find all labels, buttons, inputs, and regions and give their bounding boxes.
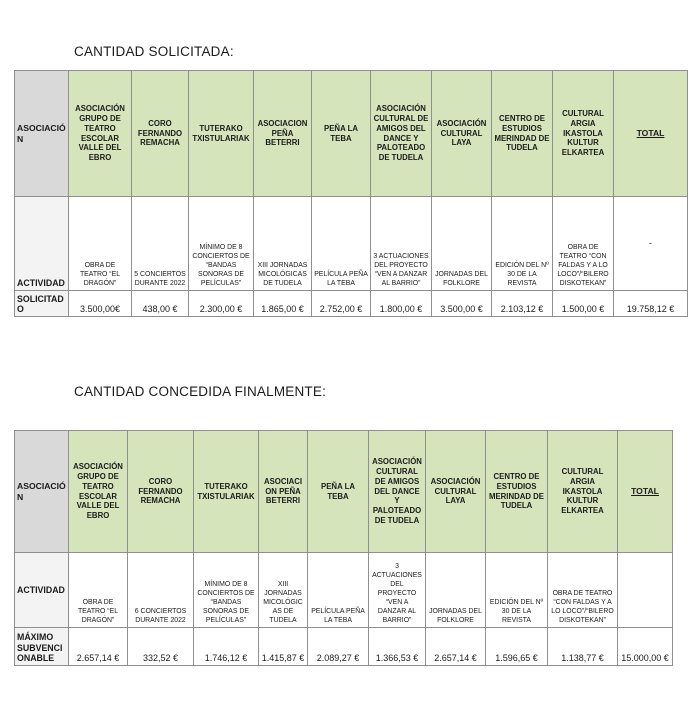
concedida-header-row bbox=[15, 431, 673, 553]
activity-cell: OBRA DE TEATRO “CON FALDAS Y A LO LOCO”/“BILERO DISKOTEKAN” bbox=[553, 197, 614, 291]
row-label: MÁXIMO SUBVENCIONABLE bbox=[15, 628, 69, 666]
amount-cell: 2.752,00 € bbox=[312, 291, 371, 317]
amount-cell: 1.366,53 € bbox=[369, 628, 426, 666]
amount-cell: 1.500,00 € bbox=[553, 291, 614, 317]
row-label: SOLICITADO bbox=[15, 291, 69, 317]
corner-header: ASOCIACIÓN bbox=[15, 431, 69, 553]
solicitada-activity-row bbox=[15, 197, 688, 291]
solicitada-title: CANTIDAD SOLICITADA: bbox=[74, 44, 234, 59]
total-header: TOTAL bbox=[614, 71, 688, 197]
activity-cell: JORNADAS DEL FOLKLORE bbox=[432, 197, 492, 291]
concedida-title: CANTIDAD CONCEDIDA FINALMENTE: bbox=[74, 384, 327, 399]
activity-cell: PELÍCULA PEÑA LA TEBA bbox=[308, 553, 369, 628]
association-header: CORO FERNANDO REMACHA bbox=[132, 71, 189, 197]
solicitada-amount-row bbox=[15, 291, 688, 317]
activity-cell: EDICIÓN DEL Nº 30 DE LA REVISTA bbox=[492, 197, 553, 291]
amount-cell: 3.500,00€ bbox=[69, 291, 132, 317]
association-header: CULTURAL ARGIA IKASTOLA KULTUR ELKARTEA bbox=[548, 431, 618, 553]
association-header: ASOCIACION PEÑA BETERRI bbox=[254, 71, 312, 197]
amount-cell: 2.300,00 € bbox=[189, 291, 254, 317]
association-header: CULTURAL ARGIA IKASTOLA KULTUR ELKARTEA bbox=[553, 71, 614, 197]
amount-cell: 1.415,87 € bbox=[259, 628, 308, 666]
amount-cell: 2.103,12 € bbox=[492, 291, 553, 317]
row-label: ACTIVIDAD bbox=[15, 553, 69, 628]
activity-cell: MÍNIMO DE 8 CONCIERTOS DE “BANDAS SONORAS DE PELÍCULAS” bbox=[194, 553, 259, 628]
amount-cell: 2.657,14 € bbox=[426, 628, 486, 666]
activity-cell: EDICIÓN DEL Nº 30 DE LA REVISTA bbox=[486, 553, 548, 628]
association-header: ASOCIACIÓN CULTURAL LAYA bbox=[426, 431, 486, 553]
association-header: ASOCIACIÓN CULTURAL LAYA bbox=[432, 71, 492, 197]
association-header: ASOCIACIÓN CULTURAL DE AMIGOS DEL DANCE Y PALOTEADO DE TUDELA bbox=[371, 71, 432, 197]
association-header: ASOCIACION PEÑA BETERRI bbox=[259, 431, 308, 553]
amount-cell: 1.800,00 € bbox=[371, 291, 432, 317]
amount-cell: 2.089,27 € bbox=[308, 628, 369, 666]
amount-cell: 438,00 € bbox=[132, 291, 189, 317]
solicitada-table bbox=[14, 70, 688, 317]
solicitada-header-row bbox=[15, 71, 688, 197]
concedida-table bbox=[14, 430, 673, 666]
activity-cell: 3 ACTUACIONES DEL PROYECTO “VEN A DANZAR AL BARRIO” bbox=[371, 197, 432, 291]
concedida-activity-row bbox=[15, 553, 673, 628]
activity-cell: OBRA DE TEATRO “CON FALDAS Y A LO LOCO”/“BILERO DISKOTEKAN” bbox=[548, 553, 618, 628]
amount-cell: 3.500,00 € bbox=[432, 291, 492, 317]
activity-cell: JORNADAS DEL FOLKLORE bbox=[426, 553, 486, 628]
amount-cell: 1.865,00 € bbox=[254, 291, 312, 317]
corner-header: ASOCIACIÓN bbox=[15, 71, 69, 197]
activity-cell: 6 CONCIERTOS DURANTE 2022 bbox=[128, 553, 194, 628]
association-header: CENTRO DE ESTUDIOS MERINDAD DE TUDELA bbox=[486, 431, 548, 553]
association-header: CENTRO DE ESTUDIOS MERINDAD DE TUDELA bbox=[492, 71, 553, 197]
activity-cell: XIII JORNADAS MICOLÓGICAS DE TUDELA bbox=[259, 553, 308, 628]
activity-cell: 3 ACTUACIONES DEL PROYECTO “VEN A DANZAR AL BARRIO” bbox=[369, 553, 426, 628]
total-activity-dash: - bbox=[614, 197, 688, 291]
association-header: TUTERAKO TXISTULARIAK bbox=[194, 431, 259, 553]
association-header: ASOCIACIÓN GRUPO DE TEATRO ESCOLAR VALLE DEL EBRO bbox=[69, 71, 132, 197]
amount-cell: 1.746,12 € bbox=[194, 628, 259, 666]
amount-cell: 332,52 € bbox=[128, 628, 194, 666]
total-amount-cell: 15.000,00 € bbox=[618, 628, 673, 666]
association-header: ASOCIACIÓN CULTURAL DE AMIGOS DEL DANCE Y PALOTEADO DE TUDELA bbox=[369, 431, 426, 553]
total-amount-cell: 19.758,12 € bbox=[614, 291, 688, 317]
activity-cell: OBRA DE TEATRO “EL DRAGÓN” bbox=[69, 553, 128, 628]
activity-cell: OBRA DE TEATRO “EL DRAGÓN” bbox=[69, 197, 132, 291]
association-header: PEÑA LA TEBA bbox=[308, 431, 369, 553]
total-header: TOTAL bbox=[618, 431, 673, 553]
concedida-amount-row bbox=[15, 628, 673, 666]
association-header: PEÑA LA TEBA bbox=[312, 71, 371, 197]
amount-cell: 1.138,77 € bbox=[548, 628, 618, 666]
association-header: CORO FERNANDO REMACHA bbox=[128, 431, 194, 553]
activity-cell: 5 CONCIERTOS DURANTE 2022 bbox=[132, 197, 189, 291]
amount-cell: 2.657,14 € bbox=[69, 628, 128, 666]
activity-cell: MÍNIMO DE 8 CONCIERTOS DE “BANDAS SONORAS DE PELÍCULAS” bbox=[189, 197, 254, 291]
total-activity-empty bbox=[618, 553, 673, 628]
association-header: ASOCIACIÓN GRUPO DE TEATRO ESCOLAR VALLE DEL EBRO bbox=[69, 431, 128, 553]
row-label: ACTIVIDAD bbox=[15, 197, 69, 291]
amount-cell: 1.596,65 € bbox=[486, 628, 548, 666]
association-header: TUTERAKO TXISTULARIAK bbox=[189, 71, 254, 197]
activity-cell: XIII JORNADAS MICOLÓGICAS DE TUDELA bbox=[254, 197, 312, 291]
activity-cell: PELÍCULA PEÑA LA TEBA bbox=[312, 197, 371, 291]
